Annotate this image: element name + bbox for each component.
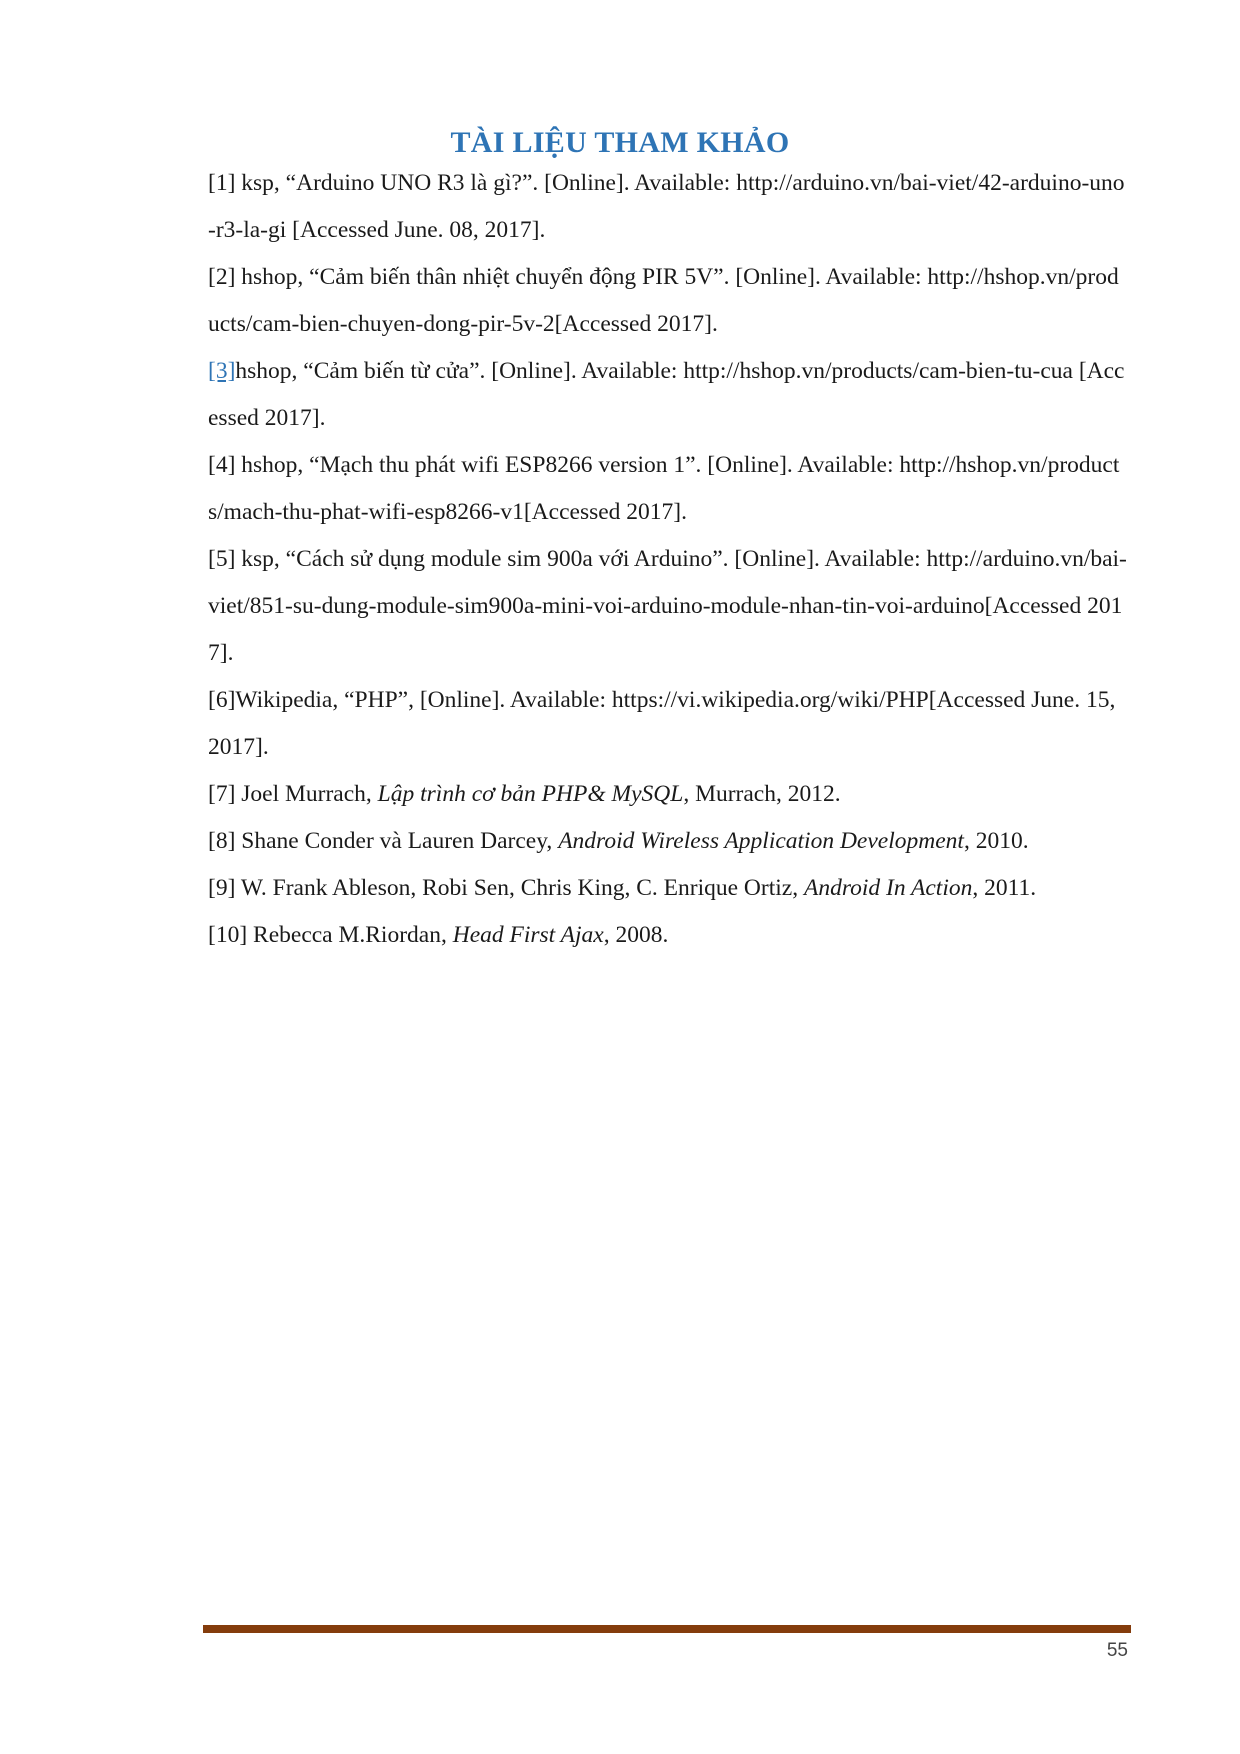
reference-number-link[interactable]: [3] xyxy=(208,358,236,384)
reference-book-title: Head First Ajax xyxy=(452,922,604,948)
page-number: 55 xyxy=(1106,1640,1128,1661)
reference-publication: , 2010. xyxy=(963,828,1029,854)
reference-number: [6] xyxy=(208,687,236,713)
reference-author: Joel Murrach, xyxy=(241,781,378,807)
reference-author: Shane Conder và Lauren Darcey, xyxy=(241,828,559,854)
footer-rule xyxy=(203,1625,1131,1633)
reference-number: [1] xyxy=(208,170,242,196)
reference-item-2 xyxy=(208,254,1128,348)
reference-number: [8] xyxy=(208,828,242,854)
reference-item-3 xyxy=(208,348,1128,442)
reference-number: [5] xyxy=(208,546,242,572)
reference-item-10 xyxy=(208,912,1128,959)
reference-text: ksp, “Cách sử dụng module sim 900a với Arduino”. [Online]. Available: http://arduino.vn/bai-viet/851-su-dung-module-sim900a-mini-voi-arduino-module-nhan-tin-voi-arduino[Accessed 2017]. xyxy=(208,546,1127,666)
reference-author: Rebecca M.Riordan, xyxy=(253,922,453,948)
reference-item-6 xyxy=(208,677,1128,771)
reference-text: ksp, “Arduino UNO R3 là gì?”. [Online]. Available: http://arduino.vn/bai-viet/42-arduino-uno-r3-la-gi [Accessed June. 08, 2017]. xyxy=(208,170,1125,243)
reference-item-5 xyxy=(208,536,1128,677)
reference-item-8 xyxy=(208,818,1128,865)
reference-number: [9] xyxy=(208,875,241,901)
reference-text: Wikipedia, “PHP”, [Online]. Available: https://vi.wikipedia.org/wiki/PHP[Accessed June. 15, 2017]. xyxy=(208,687,1116,760)
reference-book-title: Android Wireless Application Development xyxy=(558,828,964,854)
reference-number: [10] xyxy=(208,922,254,948)
reference-text: hshop, “Cảm biến thân nhiệt chuyển động PIR 5V”. [Online]. Available: http://hshop.vn/products/cam-bien-chuyen-dong-pir-5v-2[Accessed 2017]. xyxy=(208,264,1119,337)
reference-book-title: Android In Action xyxy=(803,875,973,901)
reference-book-title: Lập trình cơ bản PHP& MySQL xyxy=(377,781,684,807)
reference-number: [2] xyxy=(208,264,242,290)
reference-number: [4] xyxy=(208,452,242,478)
reference-publication: , Murrach, 2012. xyxy=(683,781,841,807)
reference-number: [7] xyxy=(208,781,242,807)
page-title: TÀI LIỆU THAM KHẢO xyxy=(450,126,790,159)
reference-publication: , 2011. xyxy=(972,875,1037,901)
reference-publication: , 2008. xyxy=(603,922,669,948)
reference-author: W. Frank Ableson, Robi Sen, Chris King, C. Enrique Ortiz, xyxy=(240,875,804,901)
reference-list xyxy=(208,160,1128,959)
reference-item-7 xyxy=(208,771,1128,818)
reference-text: hshop, “Mạch thu phát wifi ESP8266 version 1”. [Online]. Available: http://hshop.vn/products/mach-thu-phat-wifi-esp8266-v1[Accessed 2017]. xyxy=(208,452,1120,525)
reference-item-4 xyxy=(208,442,1128,536)
reference-text: hshop, “Cảm biến từ cửa”. [Online]. Available: http://hshop.vn/products/cam-bien-tu-cua [Accessed 2017]. xyxy=(208,358,1125,431)
reference-item-9 xyxy=(208,865,1128,912)
reference-item-1 xyxy=(208,160,1128,254)
